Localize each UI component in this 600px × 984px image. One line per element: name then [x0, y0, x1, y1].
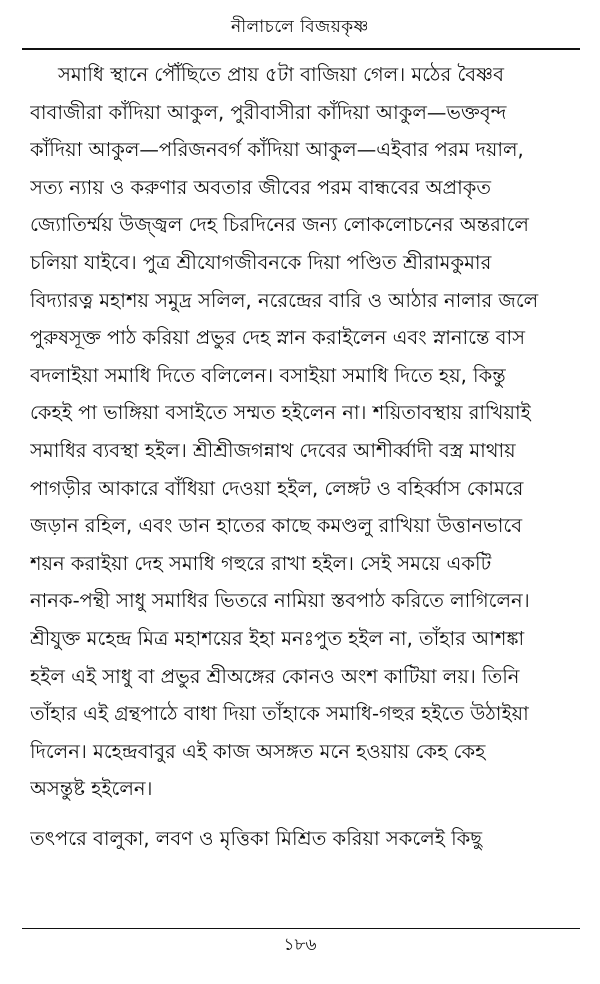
- text-line: তৎপরে বালুকা, লবণ ও মৃত্তিকা মিশ্রিত করিয়া সকলেই কিছু: [30, 826, 483, 850]
- text-line: বিদ্যারত্ন মহাশয় সমুদ্র সলিল, নরেন্দ্রের বারি ও আঠার নালার জলে: [30, 288, 539, 312]
- text-line: কেহই পা ভাঙ্গিয়া বসাইতে সম্মত হইলেন না। শয়িতাবস্থায় রাখিয়াই: [30, 401, 531, 425]
- text-line: নানক-পন্থী সাধু সমাধির ভিতরে নামিয়া স্তবপাঠ করিতে লাগিলেন।: [30, 589, 530, 613]
- text-line: জড়ান রহিল, এবং ডান হাতের কাছে কমণ্ডলু রাখিয়া উত্তানভাবে: [30, 514, 523, 538]
- paragraph: [30, 56, 578, 808]
- text-line: বদলাইয়া সমাধি দিতে বলিলেন। বসাইয়া সমাধি দিতে হয়, কিন্তু: [30, 363, 506, 387]
- text-line: পাগড়ীর আকারে বাঁধিয়া দেওয়া হইল, লেঙ্গট ও বহির্ব্বাস কোমরে: [30, 476, 524, 500]
- text-line: বাবাজীরা কাঁদিয়া আকুল, পুরীবাসীরা কাঁদিয়া আকুল—ভক্তবৃন্দ: [30, 100, 507, 124]
- running-header-title: নীলাচলে বিজয়কৃষ্ণ: [231, 17, 369, 37]
- header-rule: [22, 48, 580, 50]
- page-number: ১৮৬: [283, 935, 317, 955]
- text-line: দিলেন। মহেন্দ্রবাবুর এই কাজ অসঙ্গত মনে হওয়ায় কেহ কেহ: [30, 739, 486, 763]
- text-line: হইল এই সাধু বা প্রভুর শ্রীঅঙ্গের কোনও অংশ কাটিয়া লয়। তিনি: [30, 664, 520, 688]
- text-line: সত্য ন্যায় ও করুণার অবতার জীবের পরম বান্ধবের অপ্রাকৃত: [30, 175, 492, 199]
- text-line: কাঁদিয়া আকুল—পরিজনবর্গ কাঁদিয়া আকুল—এইবার পরম দয়াল,: [30, 138, 524, 162]
- text-line: শয়ন করাইয়া দেহ সমাধি গহুরে রাখা হইল। সেই সময়ে একটি: [30, 551, 492, 575]
- paragraph-spacing: [30, 808, 578, 820]
- page-body: [30, 56, 578, 857]
- text-line: তাঁহার এই গ্রন্থপাঠে বাধা দিয়া তাঁহাকে সমাধি-গহুর হইতে উঠাইয়া: [30, 702, 529, 726]
- text-line: জ্যোতির্ম্ময় উজ্জ্বল দেহ চিরদিনের জন্য লোকলোচনের অন্তরালে: [30, 213, 529, 237]
- footer-rule: [22, 928, 580, 929]
- text-line: চলিয়া যাইবে। পুত্র শ্রীযোগজীবনকে দিয়া পণ্ডিত শ্রীরামকুমার: [30, 250, 492, 274]
- text-line: শ্রীযুক্ত মহেন্দ্র মিত্র মহাশয়ের ইহা মনঃপুত হইল না, তাঁহার আশঙ্কা: [30, 626, 525, 650]
- text-line: পুরুষসূক্ত পাঠ করিয়া প্রভুর দেহ স্নান করাইলেন এবং স্নানান্তে বাস: [30, 326, 526, 350]
- text-line: অসন্তুষ্ট হইলেন।: [30, 777, 153, 801]
- text-line: সমাধি স্থানে পৌঁছিতে প্রায় ৫টা বাজিয়া গেল। মঠের বৈষ্ণব: [58, 63, 504, 86]
- paragraph: [30, 820, 578, 858]
- text-line: সমাধির ব্যবস্থা হইল। শ্রীশ্রীজগন্নাথ দেবের আশীর্ব্বাদী বস্ত্র মাথায়: [30, 438, 516, 462]
